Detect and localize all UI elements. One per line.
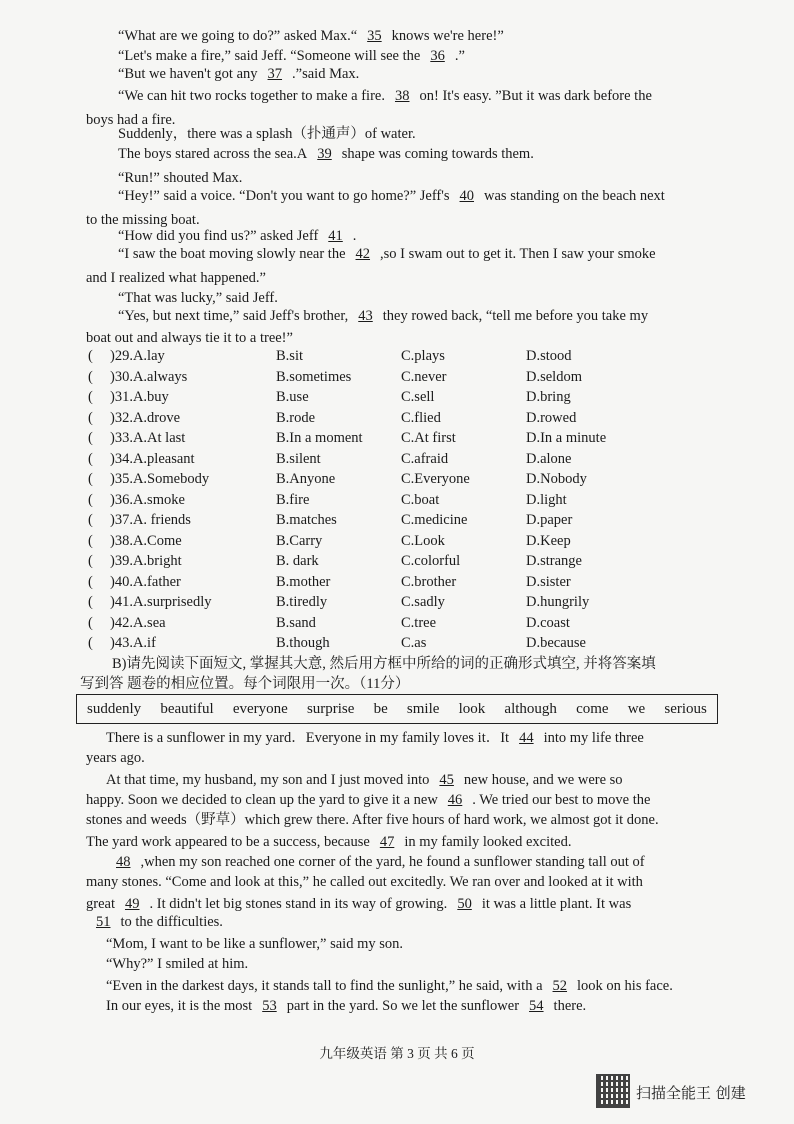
passage-b-line xyxy=(106,934,403,954)
passage-text: The boys stared across the sea.A xyxy=(118,146,308,162)
passage-a-line xyxy=(118,244,656,264)
option-b: B.Anyone xyxy=(276,471,336,487)
option-b: B.matches xyxy=(276,512,337,528)
passage-a-line xyxy=(118,64,359,84)
passage-text: . xyxy=(352,228,357,244)
option-c: C.flied xyxy=(401,409,441,426)
passage-text: to the missing boat. xyxy=(86,212,200,228)
passage-text: it was a little plant. It was xyxy=(481,896,632,912)
passage-b-line xyxy=(106,976,673,996)
passage-b-line xyxy=(86,894,631,914)
word-box-item: suddenly xyxy=(87,700,142,717)
passage-a-line xyxy=(118,168,242,188)
passage-text: knows we're here!” xyxy=(391,28,504,44)
passage-text: . We tried our best to move the xyxy=(472,792,651,808)
passage-b-line xyxy=(106,954,248,974)
word-box-item: look xyxy=(458,700,486,717)
question-stem-option-a: )39.A.bright xyxy=(110,553,182,569)
passage-text: in my family looked excited. xyxy=(404,834,572,850)
answer-paren[interactable]: ( xyxy=(88,553,93,569)
passage-a-line xyxy=(118,86,652,106)
page-footer: 九年级英语 第 3 页 共 6 页 xyxy=(319,1046,475,1061)
passage-text: . It didn't let big stones stand in its way of growing. xyxy=(149,896,448,912)
passage-b-line xyxy=(86,790,650,810)
word-box-item: everyone xyxy=(232,700,288,717)
answer-blank[interactable]: 41 xyxy=(328,228,343,244)
answer-paren[interactable]: ( xyxy=(88,368,93,385)
word-box-item: beautiful xyxy=(160,700,214,717)
passage-text: into my life three xyxy=(543,730,644,746)
passage-b-line xyxy=(86,832,571,852)
option-b: B.sometimes xyxy=(276,368,352,385)
option-c: C.tree xyxy=(401,614,437,631)
answer-blank[interactable]: 39 xyxy=(317,146,332,162)
answer-blank[interactable]: 47 xyxy=(379,834,395,850)
answer-paren[interactable]: ( xyxy=(88,512,93,528)
question-stem-option-a: )40.A.father xyxy=(110,573,181,590)
passage-text: and I realized what happened.” xyxy=(86,270,266,286)
option-d: D.light xyxy=(526,491,567,508)
option-d: D.coast xyxy=(526,614,570,631)
passage-b-line xyxy=(106,728,644,748)
answer-blank[interactable]: 43 xyxy=(358,308,373,324)
passage-a-line xyxy=(118,26,504,46)
word-box-item: serious xyxy=(664,700,707,717)
passage-text: great xyxy=(86,896,115,912)
word-box-item: surprise xyxy=(306,700,355,717)
option-c: C.colorful xyxy=(401,553,461,569)
question-stem-option-a: )42.A.sea xyxy=(110,614,166,631)
answer-paren[interactable]: ( xyxy=(88,573,93,590)
passage-text: on! It's easy. ”But it was dark before the xyxy=(419,88,652,104)
word-box-item: we xyxy=(627,700,646,717)
question-stem-option-a: )29.A.lay xyxy=(110,348,165,364)
answer-paren[interactable]: ( xyxy=(88,389,93,405)
passage-b-line xyxy=(106,770,623,790)
question-stem-option-a: )36.A.smoke xyxy=(110,491,185,508)
answer-paren[interactable]: ( xyxy=(88,491,93,508)
passage-a-line xyxy=(86,268,266,288)
passage-text: was standing on the beach next xyxy=(484,188,665,204)
passage-b-line xyxy=(86,912,223,932)
option-d: D.seldom xyxy=(526,368,582,385)
option-b: B.use xyxy=(276,389,309,405)
option-b: B.mother xyxy=(276,573,331,590)
option-c: C.as xyxy=(401,635,427,651)
option-b: B.though xyxy=(276,635,330,651)
answer-paren[interactable]: ( xyxy=(88,635,93,651)
option-c: C.Everyone xyxy=(401,471,470,487)
option-b: B. dark xyxy=(276,553,319,569)
option-b: B.tiredly xyxy=(276,594,328,610)
passage-a-line xyxy=(118,124,416,144)
option-c: C.medicine xyxy=(401,512,468,528)
option-d: D.stood xyxy=(526,348,572,364)
option-b: B.Carry xyxy=(276,532,323,549)
answer-blank[interactable]: 46 xyxy=(447,792,463,808)
question-stem-option-a: )35.A.Somebody xyxy=(110,471,210,487)
answer-paren[interactable]: ( xyxy=(88,532,93,549)
word-box-item: smile xyxy=(406,700,440,717)
option-c: C.plays xyxy=(401,348,445,364)
word-box-item: be xyxy=(373,700,388,717)
section-b-instruction-1: B)请先阅读下面短文, 掌握其大意, 然后用方框中所给的词的正确形式填空, 并将答案填 xyxy=(112,656,656,672)
option-c: C.sadly xyxy=(401,594,445,610)
question-stem-option-a: )41.A.surprisedly xyxy=(110,594,212,610)
answer-paren[interactable]: ( xyxy=(88,348,93,364)
passage-text: “How did you find us?” asked Jeff xyxy=(118,228,319,244)
answer-blank[interactable]: 50 xyxy=(457,896,472,912)
passage-text: “Why?” I smiled at him. xyxy=(106,956,249,972)
word-box-item: although xyxy=(504,700,557,717)
passage-text: ,so I swam out to get it. Then I saw your smoke xyxy=(380,246,656,262)
answer-paren[interactable]: ( xyxy=(88,614,93,631)
option-b: B.sit xyxy=(276,348,303,364)
passage-text: “But we haven't got any xyxy=(118,66,258,82)
question-stem-option-a: )43.A.if xyxy=(110,635,156,651)
answer-blank[interactable]: 37 xyxy=(267,66,283,82)
passage-a-line xyxy=(118,46,465,66)
passage-text: The yard work appeared to be a success, because xyxy=(86,834,370,850)
answer-paren[interactable]: ( xyxy=(88,430,93,446)
passage-a-line xyxy=(118,144,534,164)
option-d: D.Keep xyxy=(526,532,571,549)
option-d: D.alone xyxy=(526,450,572,467)
passage-text: new house, and we were so xyxy=(463,772,623,788)
answer-blank[interactable]: 35 xyxy=(367,28,382,44)
passage-a-line xyxy=(86,328,293,348)
passage-text: Suddenly，there was a splash（扑通声）of water. xyxy=(118,126,416,142)
passage-text: “Mom, I want to be like a sunflower,” said my son. xyxy=(106,936,404,952)
passage-text: ,when my son reached one corner of the yard, he found a sunflower standing tall out of xyxy=(140,854,645,870)
option-d: D.In a minute xyxy=(526,430,607,446)
passage-text: stones and weeds（野草）which grew there. After five hours of hard work, we almost got it done. xyxy=(86,812,659,828)
option-c: C.Look xyxy=(401,532,445,549)
option-c: C.At first xyxy=(401,430,456,446)
passage-a-line xyxy=(118,306,648,326)
answer-blank[interactable]: 53 xyxy=(262,998,277,1014)
passage-b-line xyxy=(86,748,145,768)
answer-blank[interactable]: 54 xyxy=(529,998,544,1014)
question-stem-option-a: )32.A.drove xyxy=(110,409,181,426)
option-c: C.sell xyxy=(401,389,435,405)
passage-text: happy. Soon we decided to clean up the yard to give it a new xyxy=(86,792,438,808)
option-c: C.never xyxy=(401,368,447,385)
option-b: B.fire xyxy=(276,491,310,508)
passage-text: “Run!” shouted Max. xyxy=(118,170,243,186)
passage-text: boat out and always tie it to a tree!” xyxy=(86,330,293,346)
question-stem-option-a: )31.A.buy xyxy=(110,389,169,405)
option-d: D.hungrily xyxy=(526,594,590,610)
passage-text: .”said Max. xyxy=(292,66,360,82)
passage-text: shape was coming towards them. xyxy=(341,146,534,162)
passage-text: In our eyes, it is the most xyxy=(106,998,253,1014)
question-stem-option-a: )38.A.Come xyxy=(110,532,182,549)
answer-paren[interactable]: ( xyxy=(88,471,93,487)
option-d: D.sister xyxy=(526,573,571,590)
passage-text: “Let's make a fire,” said Jeff. “Someone will see the xyxy=(118,48,421,64)
question-stem-option-a: )33.A.At last xyxy=(110,430,186,446)
option-d: D.bring xyxy=(526,389,571,405)
passage-b-line xyxy=(106,852,645,872)
passage-text: they rowed back, “tell me before you take my xyxy=(382,308,649,324)
passage-text: .” xyxy=(454,48,465,64)
question-stem-option-a: )37.A. friends xyxy=(110,512,191,528)
answer-blank[interactable]: 40 xyxy=(459,188,475,204)
passage-text: At that time, my husband, my son and I just moved into xyxy=(106,772,430,788)
passage-text: there. xyxy=(553,998,587,1014)
passage-b-line xyxy=(106,996,586,1016)
option-c: C.boat xyxy=(401,491,440,508)
passage-text: boys had a fire. xyxy=(86,112,176,128)
answer-blank[interactable]: 38 xyxy=(394,88,410,104)
qr-code-icon xyxy=(598,1076,628,1106)
question-stem-option-a: )30.A.always xyxy=(110,368,188,385)
passage-text: “That was lucky,” said Jeff. xyxy=(118,290,278,306)
passage-text: “Yes, but next time,” said Jeff's brother, xyxy=(118,308,349,324)
passage-a-line xyxy=(118,186,665,206)
passage-text: part in the yard. So we let the sunflower xyxy=(286,998,520,1014)
answer-blank[interactable]: 42 xyxy=(355,246,371,262)
option-b: B.sand xyxy=(276,614,316,631)
option-b: B.silent xyxy=(276,450,321,467)
passage-text: years ago. xyxy=(86,750,145,766)
word-box xyxy=(76,694,718,724)
answer-paren[interactable]: ( xyxy=(88,409,93,426)
answer-paren[interactable]: ( xyxy=(88,450,93,467)
passage-b-line xyxy=(86,810,659,830)
answer-paren[interactable]: ( xyxy=(88,594,93,610)
passage-text: “We can hit two rocks together to make a fire. xyxy=(118,88,385,104)
passage-text: “Hey!” said a voice. “Don't you want to go home?” Jeff's xyxy=(118,188,450,204)
answer-blank[interactable]: 49 xyxy=(124,896,140,912)
answer-blank[interactable]: 48 xyxy=(116,854,131,870)
answer-blank[interactable]: 36 xyxy=(430,48,445,64)
passage-text: to the difficulties. xyxy=(120,914,223,930)
answer-blank[interactable]: 52 xyxy=(552,978,568,994)
option-c: C.brother xyxy=(401,573,457,590)
answer-blank[interactable]: 51 xyxy=(96,914,111,930)
option-b: B.In a moment xyxy=(276,430,363,446)
passage-a-line xyxy=(118,226,356,246)
passage-text: “Even in the darkest days, it stands tall to find the sunlight,” he said, with a xyxy=(106,978,543,994)
option-b: B.rode xyxy=(276,409,316,426)
section-b-instruction-2: 写到答 题卷的相应位置。每个词限用一次。（11分） xyxy=(80,676,410,692)
word-box-item: come xyxy=(576,700,609,717)
option-d: D.because xyxy=(526,635,586,651)
option-d: D.strange xyxy=(526,553,582,569)
passage-text: “I saw the boat moving slowly near the xyxy=(118,246,346,262)
scanner-watermark: 扫描全能王 创建 xyxy=(636,1084,746,1102)
question-stem-option-a: )34.A.pleasant xyxy=(110,450,195,467)
answer-blank[interactable]: 44 xyxy=(519,730,534,746)
passage-text: “What are we going to do?” asked Max.“ xyxy=(118,28,358,44)
passage-a-line xyxy=(118,288,278,308)
option-c: C.afraid xyxy=(401,450,449,467)
passage-text: look on his face. xyxy=(577,978,673,994)
option-d: D.paper xyxy=(526,512,573,528)
option-d: D.Nobody xyxy=(526,471,587,487)
answer-blank[interactable]: 45 xyxy=(439,772,454,788)
passage-b-line xyxy=(86,872,643,892)
option-d: D.rowed xyxy=(526,409,577,426)
passage-text: There is a sunflower in my yard．Everyone in my family loves it．It xyxy=(106,730,510,746)
passage-text: many stones. “Come and look at this,” he called out excitedly. We ran over and looked at it with xyxy=(86,874,643,890)
